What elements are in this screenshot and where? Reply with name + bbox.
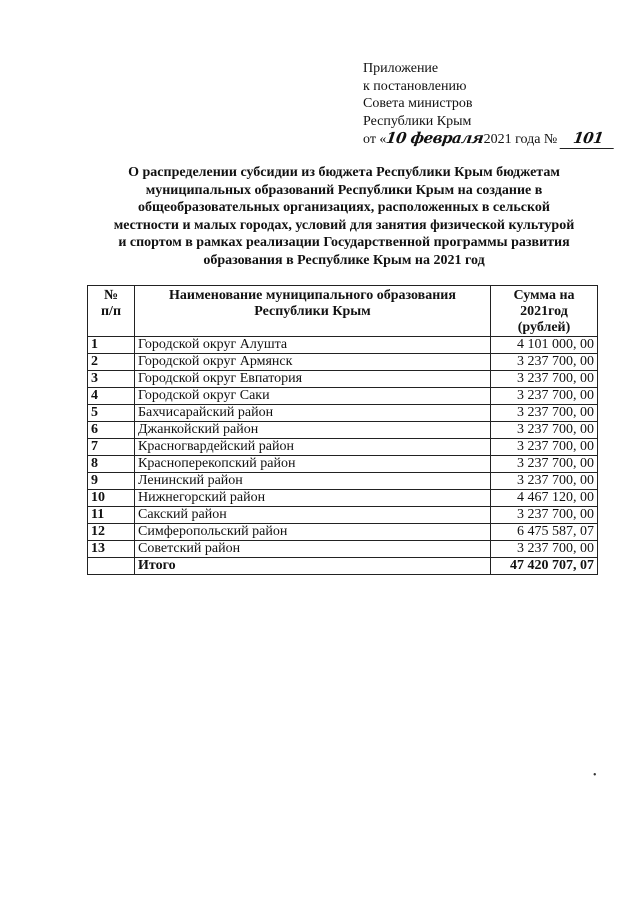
header-name-line: Наименование муниципального образования	[169, 288, 456, 303]
date-prefix: от «	[363, 132, 387, 147]
handwritten-number: 101	[559, 130, 616, 149]
table-row	[88, 388, 598, 405]
row-amount: 3 237 700, 00	[491, 422, 598, 439]
row-number: 13	[88, 541, 135, 558]
title-line: образования в Республике Крым на 2021 год	[203, 252, 485, 268]
row-number: 10	[88, 490, 135, 507]
row-municipality: Городской округ Саки	[135, 388, 491, 405]
appendix-line: Республики Крым	[363, 113, 472, 129]
handwritten-date: 10 февраля	[385, 129, 485, 147]
row-amount: 3 237 700, 00	[491, 354, 598, 371]
header-sum	[491, 286, 598, 337]
row-municipality: Сакский район	[135, 507, 491, 524]
table-header-row	[88, 286, 598, 337]
row-number: 4	[88, 388, 135, 405]
total-label: Итого	[135, 558, 491, 575]
header-num-line: п/п	[100, 304, 122, 319]
total-amount: 47 420 707, 07	[491, 558, 598, 575]
document-title	[88, 164, 600, 269]
table-row	[88, 507, 598, 524]
appendix-block	[363, 60, 615, 149]
row-amount: 3 237 700, 00	[491, 388, 598, 405]
row-amount: 3 237 700, 00	[491, 439, 598, 456]
appendix-date-line	[363, 130, 615, 149]
row-municipality: Городской округ Армянск	[135, 354, 491, 371]
header-sum-line: Сумма на	[513, 288, 575, 303]
table-row	[88, 473, 598, 490]
row-amount: 6 475 587, 07	[491, 524, 598, 541]
header-name-line: Республики Крым	[254, 304, 371, 319]
appendix-line: Приложение	[363, 61, 439, 76]
row-municipality: Красногвардейский район	[135, 439, 491, 456]
total-row	[88, 558, 598, 575]
row-number: 12	[88, 524, 135, 541]
title-line: общеобразовательных организациях, расположенных в сельской	[138, 200, 550, 215]
table-row	[88, 422, 598, 439]
header-sum-line: (рублей)	[517, 320, 571, 335]
row-amount: 3 237 700, 00	[491, 473, 598, 490]
row-number: 9	[88, 473, 135, 490]
appendix-line: Совета министров	[363, 96, 473, 111]
row-number: 6	[88, 422, 135, 439]
row-amount: 3 237 700, 00	[491, 456, 598, 473]
table-row	[88, 371, 598, 388]
row-municipality: Джанкойский район	[135, 422, 491, 439]
row-number: 2	[88, 354, 135, 371]
header-num-line: №	[103, 288, 119, 303]
row-amount: 4 467 120, 00	[491, 490, 598, 507]
row-municipality: Бахчисарайский район	[135, 405, 491, 422]
title-line: муниципальных образований Республики Крым на создание в	[145, 182, 543, 198]
table-row	[88, 524, 598, 541]
footer-mark: •	[593, 770, 597, 781]
row-municipality: Ленинский район	[135, 473, 491, 490]
row-amount: 3 237 700, 00	[491, 541, 598, 558]
row-municipality: Красноперекопский район	[135, 456, 491, 473]
table-row	[88, 456, 598, 473]
row-municipality: Городской округ Алушта	[135, 337, 491, 354]
total-num-cell	[88, 558, 135, 575]
row-municipality: Симферопольский район	[135, 524, 491, 541]
row-number: 7	[88, 439, 135, 456]
date-suffix: 2021 года №	[483, 132, 558, 147]
subsidy-table	[87, 285, 598, 575]
row-amount: 4 101 000, 00	[491, 337, 598, 354]
row-number: 8	[88, 456, 135, 473]
row-amount: 3 237 700, 00	[491, 371, 598, 388]
header-name	[135, 286, 491, 337]
row-number: 11	[88, 507, 135, 524]
row-municipality: Городской округ Евпатория	[135, 371, 491, 388]
title-line: и спортом в рамках реализации Государственной программы развития	[118, 235, 570, 250]
appendix-line: к постановлению	[363, 78, 467, 94]
title-line: местности и малых городах, условий для занятия физической культурой	[113, 217, 575, 233]
header-num	[88, 286, 135, 337]
header-sum-line: 2021год	[520, 304, 568, 319]
table-row	[88, 490, 598, 507]
row-municipality: Советский район	[135, 541, 491, 558]
row-number: 5	[88, 405, 135, 422]
title-line: О распределении субсидии из бюджета Республики Крым бюджетам	[128, 165, 560, 180]
table-row	[88, 354, 598, 371]
table-row	[88, 405, 598, 422]
row-amount: 3 237 700, 00	[491, 507, 598, 524]
row-amount: 3 237 700, 00	[491, 405, 598, 422]
row-municipality: Нижнегорский район	[135, 490, 491, 507]
table-row	[88, 337, 598, 354]
table-row	[88, 439, 598, 456]
row-number: 1	[88, 337, 135, 354]
row-number: 3	[88, 371, 135, 388]
table-row	[88, 541, 598, 558]
